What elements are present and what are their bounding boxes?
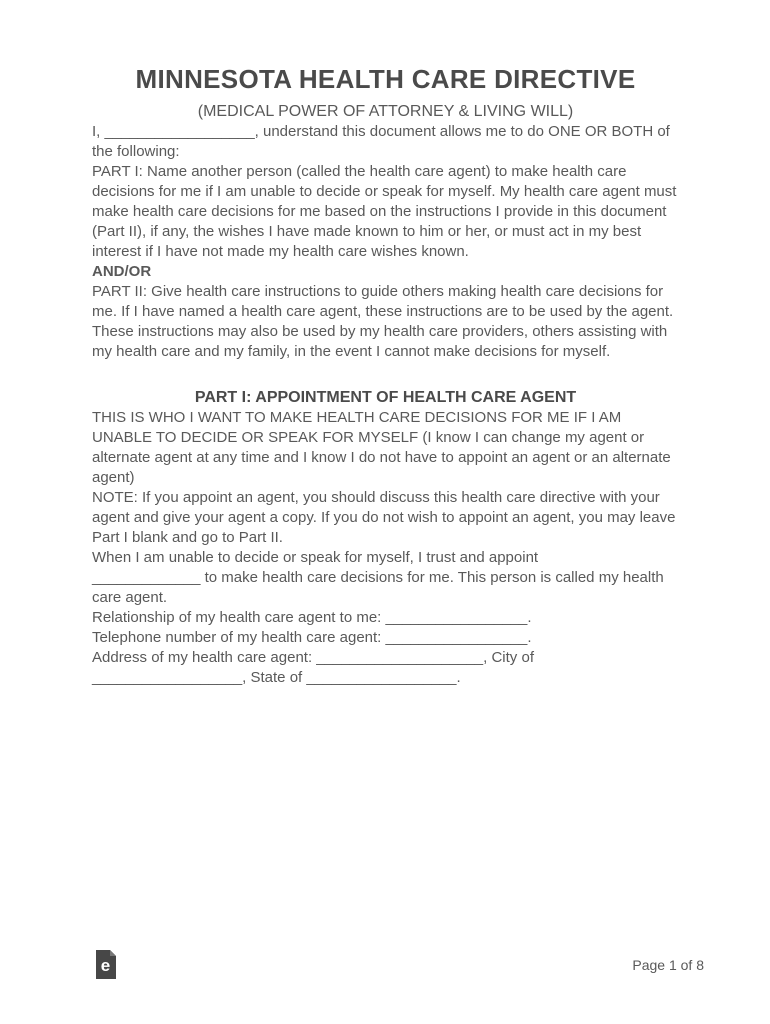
- part1-overview-paragraph: PART I: Name another person (called the health care agent) to make health care decisions for me if I am unable to decide or speak for myself. My health care agent must make health care decisions for me based on the instructions I provide in this document (Part II), if any, the wishes I have made known to him or her, or must act in my best interest if I have not made my health care wishes known.: [92, 163, 677, 260]
- and-or-connector: AND/OR: [92, 263, 152, 280]
- note-paragraph: NOTE: If you appoint an agent, you should discuss this health care directive with your agent and give your agent a copy. If you do not wish to appoint an agent, you may leave Part I blank and go to Part II.: [92, 489, 676, 546]
- relationship-blank-line: Relationship of my health care agent to me: _________________.: [92, 609, 532, 626]
- agent-name-blank-line: _____________ to make health care decisions for me. This person is called my health care agent.: [92, 569, 664, 606]
- part2-overview-paragraph: PART II: Give health care instructions to guide others making health care decisions for me. If I have named a health care agent, these instructions are to be used by the agent. These instructions may also be used by my health care providers, others assisting with my health care and my family, in the event I cannot make decisions for myself.: [92, 283, 674, 360]
- document-title: MINNESOTA HEALTH CARE DIRECTIVE: [135, 64, 636, 94]
- telephone-blank-line: Telephone number of my health care agent: _________________.: [92, 629, 532, 646]
- intro-declaration-paragraph: I, __________________, understand this document allows me to do ONE OR BOTH of the following:: [92, 123, 670, 160]
- trust-and-appoint-line: When I am unable to decide or speak for myself, I trust and appoint: [92, 549, 539, 566]
- city-state-blank-line: __________________, State of __________________.: [92, 669, 461, 686]
- eforms-logo-icon: [95, 950, 117, 979]
- address-blank-line: Address of my health care agent: ____________________, City of: [92, 649, 534, 666]
- document-subtitle: (MEDICAL POWER OF ATTORNEY & LIVING WILL): [197, 103, 574, 120]
- page-number: Page 1 of 8: [632, 957, 704, 973]
- who-statement-paragraph: THIS IS WHO I WANT TO MAKE HEALTH CARE DECISIONS FOR ME IF I AM UNABLE TO DECIDE OR SPEAK FOR MYSELF (I know I can change my agent or alternate agent at any time and I know I do not have to appoint an agent or an alternate agent): [92, 409, 671, 486]
- part1-section-heading: PART I: APPOINTMENT OF HEALTH CARE AGENT: [194, 389, 577, 406]
- logo-letter: e: [100, 956, 111, 975]
